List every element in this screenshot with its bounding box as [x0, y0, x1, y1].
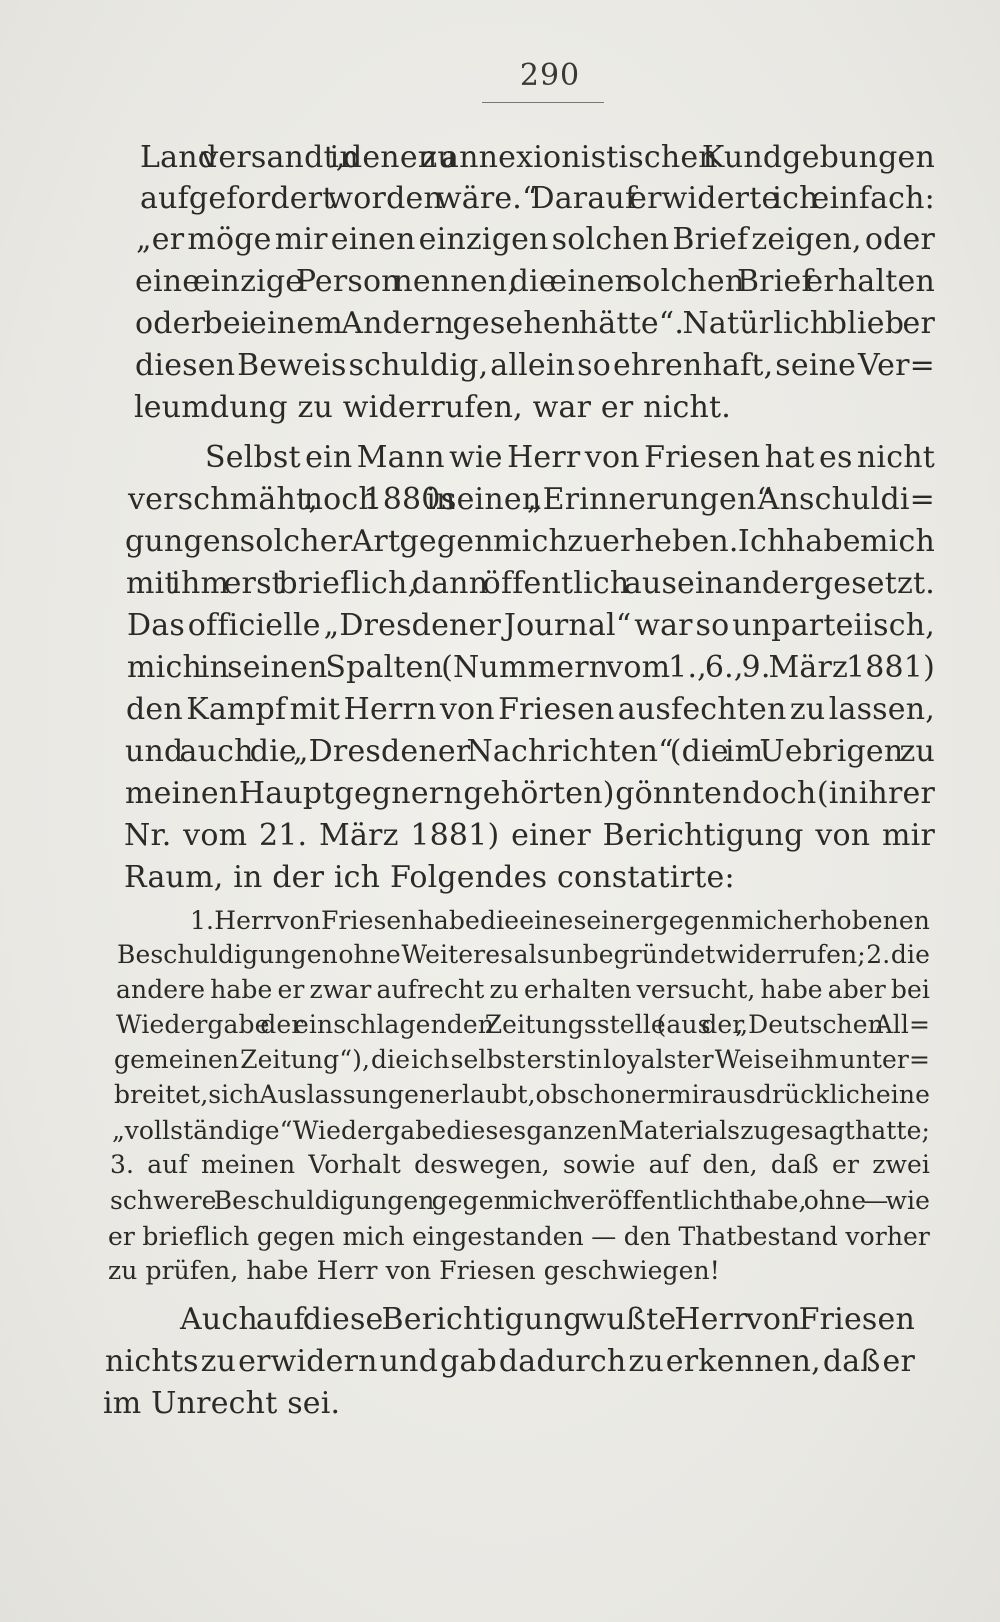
page-number: 290 [519, 58, 581, 93]
quote-line: breitet, sich Auslassungen erlaubt, obschon er mir ausdrücklich eine [114, 1080, 930, 1109]
paragraph-3-line: im Unrecht sei. [103, 1386, 341, 1421]
quote-line: „vollständige“ Wiedergabe dieses ganzen Materials zugesagt hatte; [112, 1116, 930, 1145]
quote-line: Wiedergabe der einschlagenden Zeitungsstelle (aus der „Deutschen All= [116, 1010, 930, 1039]
paragraph-1-line: diesen Beweis schuldig, allein so ehrenhaft, seine Ver= [135, 348, 935, 383]
paragraph-2-line: mit ihm erst brieflich, dann öffentlich auseinandergesetzt. [126, 566, 935, 601]
quote-line: 3. auf meinen Vorhalt deswegen, sowie auf den, daß er zwei [110, 1150, 930, 1179]
paragraph-1-line: aufgefordert worden wäre.“ Darauf erwiderte ich einfach: [140, 181, 935, 216]
quote-line: schwere Beschuldigungen gegen mich veröffentlicht habe, ohne — wie [110, 1186, 930, 1215]
quote-line: andere habe er zwar aufrecht zu erhalten versucht, habe aber bei [116, 975, 930, 1004]
quote-line: 1. Herr von Friesen habe die eine seiner gegen mich erhobenen [190, 906, 930, 935]
quote-line: er brieflich gegen mich eingestanden — den Thatbestand vorher [108, 1222, 930, 1251]
paragraph-2-line: gungen solcher Art gegen mich zu erheben. Ich habe mich [125, 524, 935, 559]
paragraph-2-line: Selbst ein Mann wie Herr von Friesen hat es nicht [205, 440, 935, 475]
paragraph-1-line: eine einzige Person nennen, die einen solchen Brief erhalten [135, 264, 935, 299]
paragraph-2-line: Raum, in der ich Folgendes constatirte: [124, 860, 735, 895]
paragraph-1-line: leumdung zu widerrufen, war er nicht. [134, 390, 731, 425]
quote-line: zu prüfen, habe Herr von Friesen geschwiegen! [108, 1256, 720, 1285]
paragraph-2-line: und auch die „Dresdener Nachrichten“ (die im Uebrigen zu [125, 734, 935, 769]
paragraph-2-line: den Kampf mit Herrn von Friesen ausfechten zu lassen, [126, 692, 935, 727]
paragraph-1-line: „er möge mir einen einzigen solchen Brief zeigen, oder [136, 222, 935, 257]
header-rule [482, 102, 604, 103]
paragraph-2-line: mich in seinen Spalten (Nummern vom 1., 6., 9. März 1881) [127, 650, 935, 685]
paragraph-1-line: Land versandt, in denen zu annexionistischen Kundgebungen [140, 140, 935, 175]
paragraph-1-line: oder bei einem Andern gesehen hätte“. Natürlich blieb er [135, 306, 935, 341]
paragraph-2-line: Das officielle „Dresdener Journal“ war so unparteiisch, [127, 608, 935, 643]
paragraph-2-line: verschmäht, noch 1880 in seinen „Erinnerungen“ Anschuldi= [128, 482, 935, 517]
paragraph-2-line: meinen Hauptgegnern gehörten) gönnten doch (in ihrer [125, 776, 935, 811]
paragraph-2-line: Nr. vom 21. März 1881) einer Berichtigung von mir [124, 818, 935, 853]
quote-line: gemeinen Zeitung“), die ich selbst erst in loyalster Weise ihm unter= [114, 1045, 930, 1074]
paragraph-3-line: Auch auf diese Berichtigung wußte Herr von Friesen [180, 1302, 915, 1337]
paragraph-3-line: nichts zu erwidern und gab dadurch zu erkennen, daß er [105, 1344, 915, 1379]
quote-line: Beschuldigungen ohne Weiteres als unbegründet widerrufen; 2. die [117, 940, 930, 969]
